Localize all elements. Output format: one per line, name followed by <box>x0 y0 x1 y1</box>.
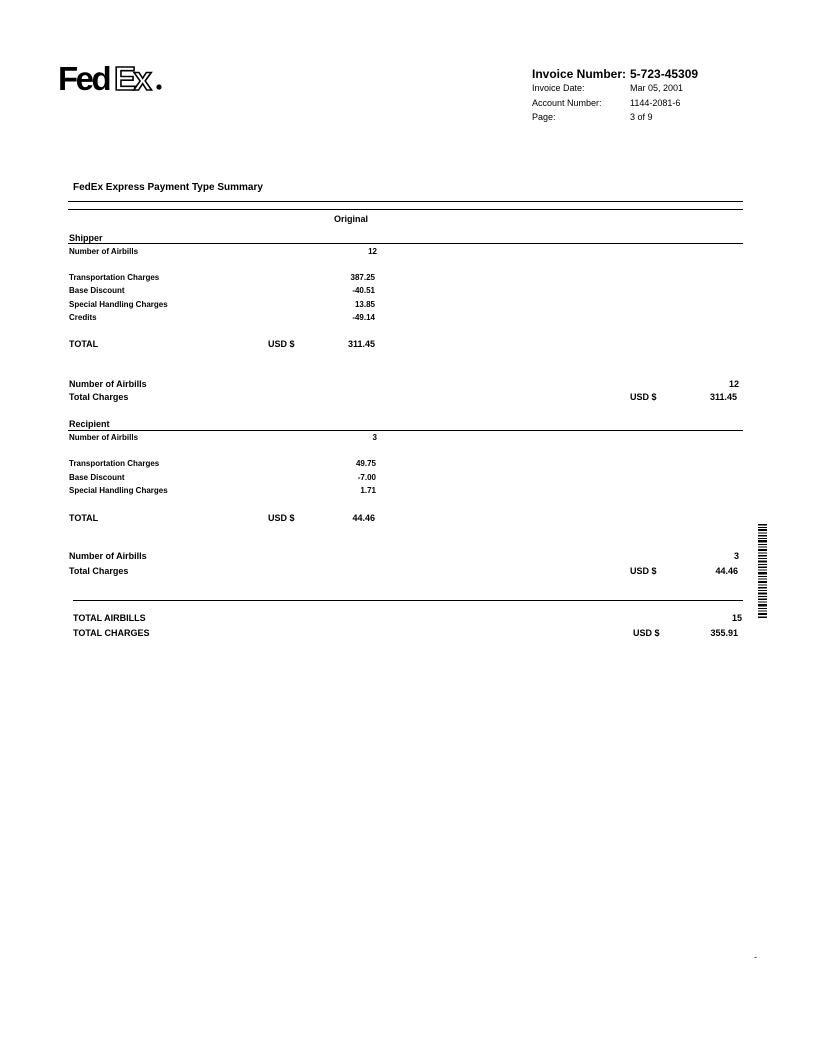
invoice-date-label: Invoice Date: <box>532 83 585 93</box>
svg-text:Fed: Fed <box>58 60 110 96</box>
recipient-line-value: 1.71 <box>360 486 376 495</box>
shipper-airbills: 12 <box>368 247 377 256</box>
divider <box>68 430 743 431</box>
invoice-date: Mar 05, 2001 <box>630 83 684 93</box>
column-header-original: Original <box>334 214 369 224</box>
divider <box>68 243 743 244</box>
shipper-line-value: -49.14 <box>352 313 375 322</box>
grand-charges-currency: USD $ <box>633 628 660 638</box>
recipient-summary-airbills-label: Number of Airbills <box>69 551 147 561</box>
shipper-line-value: 13.85 <box>354 300 375 309</box>
section-title: FedEx Express Payment Type Summary <box>73 182 263 193</box>
shipper-summary-charges-label: Total Charges <box>69 392 129 402</box>
shipper-line-label: Transportation Charges <box>69 273 160 282</box>
svg-text:Ex: Ex <box>114 60 150 96</box>
shipper-title: Shipper <box>69 233 103 243</box>
invoice-number-label: Invoice Number: <box>532 67 627 81</box>
shipper-summary-currency: USD $ <box>630 392 657 402</box>
footer-mark: - <box>754 952 757 962</box>
shipper-summary-airbills: 12 <box>728 379 739 389</box>
fedex-logo <box>58 60 164 96</box>
shipper-line-value: -40.51 <box>352 286 375 295</box>
recipient-summary-airbills: 3 <box>733 551 739 561</box>
recipient-total-currency: USD $ <box>268 513 295 523</box>
divider <box>73 600 743 601</box>
shipper-summary-charges: 311.45 <box>709 392 737 402</box>
divider <box>68 209 743 210</box>
recipient-title: Recipient <box>69 419 110 429</box>
account-number: 1144-2081-6 <box>630 98 681 108</box>
invoice-number: 5-723-45309 <box>630 67 699 81</box>
grand-airbills-label: TOTAL AIRBILLS <box>73 613 146 623</box>
grand-charges: 355.91 <box>710 628 738 638</box>
page-number: 3 of 9 <box>630 112 653 122</box>
recipient-summary-currency: USD $ <box>630 566 657 576</box>
fedex-logo-graphic <box>58 60 164 96</box>
recipient-airbills: 3 <box>372 433 377 442</box>
recipient-line-label: Special Handling Charges <box>69 486 168 495</box>
account-number-label: Account Number: <box>532 98 602 108</box>
recipient-total: 44.46 <box>352 513 375 523</box>
recipient-summary-charges: 44.46 <box>715 566 738 576</box>
divider <box>68 201 743 202</box>
recipient-line-value: 49.75 <box>355 459 376 468</box>
recipient-line-label: Transportation Charges <box>69 459 160 468</box>
recipient-total-label: TOTAL <box>69 513 99 523</box>
barcode <box>758 524 767 619</box>
shipper-total: 311.45 <box>347 339 375 349</box>
recipient-summary-charges-label: Total Charges <box>69 566 129 576</box>
shipper-total-currency: USD $ <box>268 339 295 349</box>
shipper-total-label: TOTAL <box>69 339 99 349</box>
recipient-line-value: -7.00 <box>357 473 376 482</box>
shipper-line-value: 387.25 <box>350 273 375 282</box>
shipper-line-label: Special Handling Charges <box>69 300 168 309</box>
shipper-summary-airbills-label: Number of Airbills <box>69 379 147 389</box>
recipient-line-label: Base Discount <box>69 473 125 482</box>
shipper-line-label: Credits <box>69 313 97 322</box>
grand-charges-label: TOTAL CHARGES <box>73 628 150 638</box>
recipient-airbills-label: Number of Airbills <box>69 433 139 442</box>
shipper-airbills-label: Number of Airbills <box>69 247 139 256</box>
shipper-line-label: Base Discount <box>69 286 125 295</box>
page-label: Page: <box>532 112 556 122</box>
grand-airbills: 15 <box>731 613 742 623</box>
